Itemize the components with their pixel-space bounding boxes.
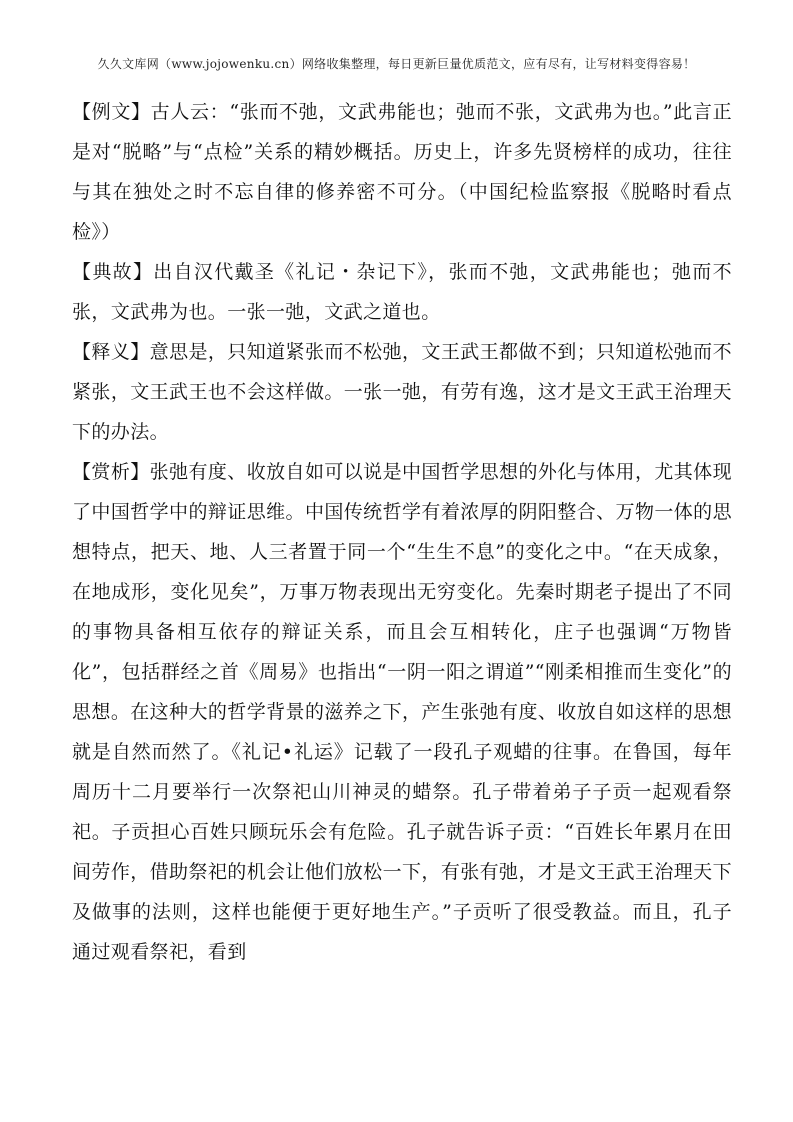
paragraph-tag: 【例文】 xyxy=(72,101,151,123)
paragraph-text: 出自汉代戴圣《礼记・杂记下》，张而不弛，文武弗能也；弛而不张，文武弗为也。一张一弛，文武之道也。 xyxy=(72,261,732,323)
page-header: 久久文库网（www.jojowenku.cn）网络收集整理，每日更新巨量优质范文，应有尽有，让写材料变得容易！ xyxy=(97,57,696,71)
paragraph-tag: 【赏析】 xyxy=(72,461,150,483)
paragraph-text: 古人云：“张而不弛，文武弗能也；弛而不张，文武弗为也。”此言正是对“脱略”与“点检”关系的精妙概括。历史上，许多先贤榜样的成功，往往与其在独处之时不忘自律的修养密不可分。（中国纪检监察报《脱略时看点检》） xyxy=(72,101,732,243)
paragraph-appreciation xyxy=(72,452,732,972)
paragraph-tag: 【典故】 xyxy=(72,261,154,283)
paragraph-text: 张弛有度、收放自如可以说是中国哲学思想的外化与体用，尤其体现了中国哲学中的辩证思维。中国传统哲学有着浓厚的阴阳整合、万物一体的思想特点，把天、地、人三者置于同一个“生生不息”的变化之中。“在天成象，在地成形，变化见矣”，万事万物表现出无穷变化。先秦时期老子提出了不同的事物具备相互依存的辩证关系，而且会互相转化，庄子也强调“万物皆化”，包括群经之首《周易》也指出“一阴一阳之谓道”“刚柔相推而生变化”的思想。在这种大的哲学背景的滋养之下，产生张弛有度、收放自如这样的思想就是自然而然了。《礼记•礼运》记载了一段孔子观蜡的往事。在鲁国，每年周历十二月要举行一次祭祀山川神灵的蜡祭。孔子带着弟子子贡一起观看祭祀。子贡担心百姓只顾玩乐会有危险。孔子就告诉子贡：“百姓长年累月在田间劳作，借助祭祀的机会让他们放松一下，有张有弛，才是文王武王治理天下及做事的法则，这样也能便于更好地生产。”子贡听了很受教益。而且，孔子通过观看祭祀，看到 xyxy=(72,461,732,963)
document-body xyxy=(72,92,732,972)
paragraph-text: 意思是，只知道紧张而不松弛，文王武王都做不到；只知道松弛而不紧张，文王武王也不会这样做。一张一弛，有劳有逸，这才是文王武王治理天下的办法。 xyxy=(72,341,732,443)
paragraph-example xyxy=(72,92,732,252)
paragraph-meaning xyxy=(72,332,732,452)
paragraph-tag: 【释义】 xyxy=(72,341,150,363)
paragraph-allusion xyxy=(72,252,732,332)
